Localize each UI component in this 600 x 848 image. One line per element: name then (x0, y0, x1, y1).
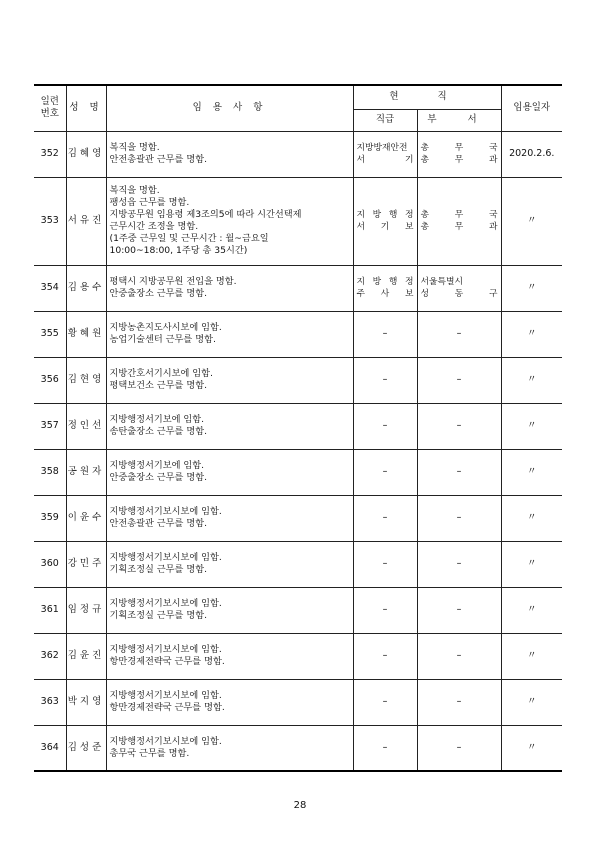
person-name: 김혜영 (66, 131, 106, 177)
appointment-date: 〃 (501, 725, 562, 771)
current-department (417, 725, 501, 771)
person-name: 서유진 (66, 177, 106, 265)
appointment-line: 복직을 명함. (109, 142, 160, 153)
table-row (34, 495, 562, 541)
current-department-text: – (456, 558, 462, 569)
table-row (34, 265, 562, 311)
serial-number: 354 (34, 265, 66, 311)
appointment-details (106, 357, 353, 403)
appointment-line: 지방행정서기보에 임함. (109, 460, 205, 471)
current-rank (353, 403, 417, 449)
person-name: 박지영 (66, 679, 106, 725)
header-serial-number (34, 85, 66, 131)
table-row (34, 449, 562, 495)
current-rank (353, 311, 417, 357)
serial-number: 361 (34, 587, 66, 633)
appointment-details (106, 403, 353, 449)
page-number: 28 (293, 800, 307, 811)
current-department-text: – (456, 604, 462, 615)
current-department-text: – (456, 466, 462, 477)
appointment-line: 지방행정서기보시보에 임함. (109, 735, 222, 747)
appointment-line: 지방공무원 임용령 제3조의5에 따라 시간선택제 (109, 209, 302, 220)
header-appointment-date: 임용일자 (501, 85, 562, 131)
person-name: 임정규 (66, 587, 106, 633)
current-rank-text: 서 기 (356, 155, 414, 165)
current-department (417, 679, 501, 725)
current-rank-text: – (382, 741, 388, 753)
appointment-line: 지방행정서기보시보에 임함. (109, 644, 222, 655)
serial-number: 358 (34, 449, 66, 495)
table-row (34, 131, 562, 177)
table-row (34, 541, 562, 587)
appointment-line: 총무국 근무를 명함. (109, 747, 190, 759)
appointment-details (106, 495, 353, 541)
serial-number: 352 (34, 131, 66, 177)
current-rank (353, 633, 417, 679)
appointment-date: 2020.2.6. (501, 131, 562, 177)
header-name: 성 명 (66, 85, 106, 131)
current-rank (353, 449, 417, 495)
appointment-line: 항만경제전략국 근무를 명함. (109, 656, 225, 667)
appointment-details (106, 725, 353, 771)
table-row (34, 311, 562, 357)
current-rank (353, 265, 417, 311)
current-department-text: 총 무 국 (420, 210, 498, 220)
current-rank-text: 지 방 행 정 (356, 210, 414, 220)
appointment-date: 〃 (501, 679, 562, 725)
appointment-details (106, 311, 353, 357)
serial-number: 355 (34, 311, 66, 357)
appointment-line: 팽성읍 근무를 명함. (109, 197, 190, 208)
current-department (417, 587, 501, 633)
appointment-line: 안중출장소 근무를 명함. (109, 472, 208, 483)
appointment-date: 〃 (501, 265, 562, 311)
header-department: 부 서 (417, 109, 501, 131)
table-row (34, 357, 562, 403)
appointment-date: 〃 (501, 357, 562, 403)
appointment-line: 기획조정실 근무를 명함. (109, 610, 208, 621)
table-row (34, 587, 562, 633)
appointment-table (34, 84, 562, 772)
appointment-line: (1주중 근무일 및 근무시간 : 월~금요일 (109, 233, 269, 244)
appointment-details (106, 177, 353, 265)
current-department (417, 177, 501, 265)
current-rank (353, 495, 417, 541)
current-department (417, 131, 501, 177)
serial-number: 362 (34, 633, 66, 679)
appointment-details (106, 679, 353, 725)
person-name: 김성준 (66, 725, 106, 771)
current-department (417, 633, 501, 679)
current-department-text: 서울특별시 (420, 277, 463, 287)
current-department-text: 성 동 구 (420, 289, 498, 299)
appointment-line: 지방행정서기보시보에 임함. (109, 552, 222, 563)
appointment-date: 〃 (501, 311, 562, 357)
current-rank (353, 357, 417, 403)
current-rank (353, 725, 417, 771)
table-row (34, 679, 562, 725)
appointment-line: 지방행정서기보에 임함. (109, 414, 205, 425)
serial-number: 363 (34, 679, 66, 725)
appointment-details (106, 633, 353, 679)
appointment-line: 지방간호서기시보에 임함. (109, 368, 213, 379)
serial-number: 364 (34, 725, 66, 771)
person-name: 정인선 (66, 403, 106, 449)
appointment-details (106, 541, 353, 587)
current-rank-text: – (382, 328, 388, 339)
appointment-line: 기획조정실 근무를 명함. (109, 564, 208, 575)
current-rank-text: – (382, 374, 388, 385)
current-department (417, 265, 501, 311)
person-name: 강민주 (66, 541, 106, 587)
appointment-line: 송탄출장소 근무를 명함. (109, 426, 208, 437)
current-rank (353, 131, 417, 177)
current-department-text: 총 무 과 (420, 155, 498, 165)
current-rank-text: 지방방재안전 (356, 143, 408, 153)
serial-number: 356 (34, 357, 66, 403)
appointment-details (106, 131, 353, 177)
appointment-date: 〃 (501, 587, 562, 633)
current-rank-text: – (382, 696, 388, 707)
current-rank-text: 서 기 보 (356, 222, 414, 232)
person-name: 공원자 (66, 449, 106, 495)
current-department (417, 449, 501, 495)
serial-number: 360 (34, 541, 66, 587)
current-department (417, 495, 501, 541)
appointment-date: 〃 (501, 449, 562, 495)
table-row (34, 725, 562, 771)
appointment-line: 안중출장소 근무를 명함. (109, 288, 208, 299)
appointment-line: 지방행정서기보시보에 임함. (109, 598, 222, 609)
current-rank-text: – (382, 604, 388, 615)
header-appointment: 임 용 사 항 (106, 85, 353, 131)
current-department-text: – (456, 741, 462, 753)
current-rank-text: – (382, 650, 388, 661)
current-rank-text: – (382, 420, 388, 431)
table-row (34, 633, 562, 679)
current-rank-text: – (382, 558, 388, 569)
appointment-line: 지방행정서기보시보에 임함. (109, 690, 222, 701)
current-rank-text: – (382, 466, 388, 477)
current-rank-text: – (382, 512, 388, 523)
header-current-position: 현 직 (353, 85, 501, 109)
appointment-line: 복직을 명함. (109, 185, 160, 196)
current-department-text: – (456, 328, 462, 339)
appointment-line: 농업기술센터 근무를 명함. (109, 334, 216, 345)
appointment-line: 안전총괄관 근무를 명함. (109, 154, 208, 165)
appointment-line: 안전총괄관 근무를 명함. (109, 518, 208, 529)
serial-number: 359 (34, 495, 66, 541)
serial-number: 357 (34, 403, 66, 449)
header-rank: 직급 (353, 109, 417, 131)
appointment-date: 〃 (501, 541, 562, 587)
person-name: 이윤수 (66, 495, 106, 541)
appointment-line: 평택시 지방공무원 전입을 명함. (109, 276, 237, 287)
current-department-text: – (456, 420, 462, 431)
current-rank (353, 541, 417, 587)
current-rank (353, 587, 417, 633)
person-name: 김윤진 (66, 633, 106, 679)
appointment-line: 10:00~18:00, 1주당 총 35시간) (109, 245, 248, 256)
current-department-text: – (456, 650, 462, 661)
current-department-text: – (456, 512, 462, 523)
current-rank (353, 177, 417, 265)
person-name: 김현영 (66, 357, 106, 403)
person-name: 황혜원 (66, 311, 106, 357)
appointment-date: 〃 (501, 403, 562, 449)
appointment-line: 근무시간 조정을 명함. (109, 221, 199, 232)
current-department (417, 403, 501, 449)
appointment-details (106, 449, 353, 495)
current-department (417, 357, 501, 403)
table-row (34, 177, 562, 265)
appointment-line: 지방행정서기보시보에 임함. (109, 506, 222, 517)
current-rank-text: 주 사 보 (356, 289, 414, 299)
appointment-details (106, 587, 353, 633)
current-department (417, 311, 501, 357)
appointment-details (106, 265, 353, 311)
person-name: 김용수 (66, 265, 106, 311)
appointment-date: 〃 (501, 177, 562, 265)
appointment-date: 〃 (501, 633, 562, 679)
current-rank (353, 679, 417, 725)
current-department-text: – (456, 374, 462, 385)
appointment-line: 평택보건소 근무를 명함. (109, 380, 208, 391)
current-department (417, 541, 501, 587)
current-department-text: 총 무 과 (420, 222, 498, 232)
current-department-text: 총 무 국 (420, 143, 498, 153)
table-row (34, 403, 562, 449)
appointment-line: 지방농촌지도사시보에 임함. (109, 322, 222, 333)
header-number-label: 일련 번호 (40, 96, 59, 120)
current-rank-text: 지 방 행 정 (356, 277, 414, 287)
appointment-date: 〃 (501, 495, 562, 541)
current-department-text: – (456, 696, 462, 707)
appointment-line: 항만경제전략국 근무를 명함. (109, 702, 225, 713)
serial-number: 353 (34, 177, 66, 265)
